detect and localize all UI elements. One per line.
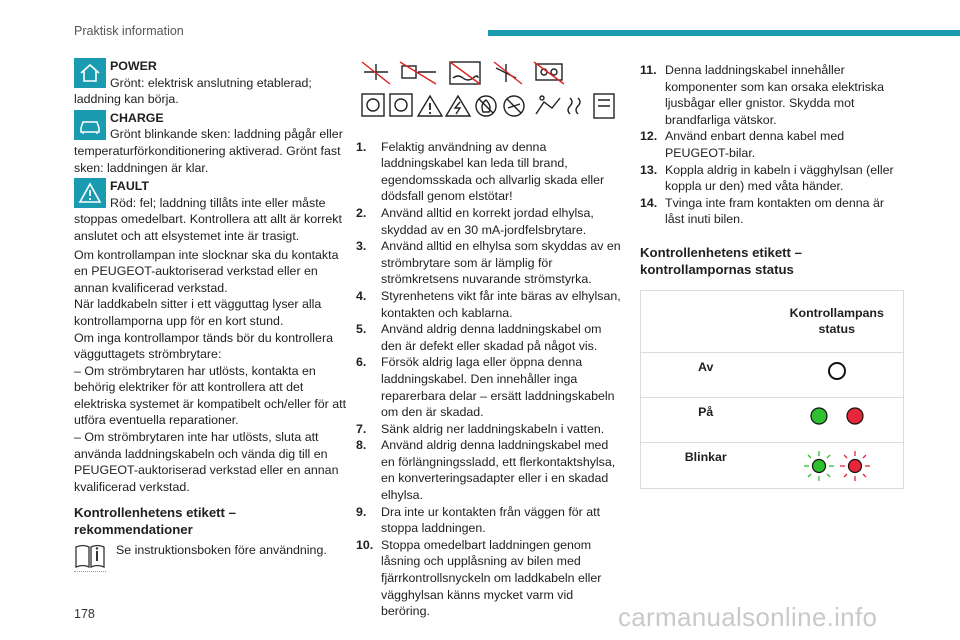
list-item: 3. Använd alltid en elhylsa som skyddas av en strömbrytare som är lämplig för strömkretsens nuvarande strömstyrka.	[356, 239, 621, 287]
lamp-on-icons	[797, 404, 877, 428]
list-item: 12. Använd enbart denna kabel med PEUGEOT-bilar.	[640, 129, 845, 160]
socket-a-icon	[362, 94, 384, 116]
warning-triangle-icon	[74, 178, 106, 208]
table-header-row	[641, 290, 904, 352]
list-item: 1. Felaktig användning av denna laddningskabel kan leda till brand, egendomsskada och allvarlig skada eller dödsfall genom elstötar!	[356, 139, 605, 204]
manual-note-row	[74, 542, 346, 572]
list-item: 8. Använd aldrig denna laddningskabel med en förlängningssladd, ett flerkontaktshylsa, en konverteringsadapter eller i en skadad elhylsa.	[356, 438, 616, 503]
electric-hazard-icon	[446, 96, 470, 116]
watermark: carmanualsonline.info	[618, 602, 878, 632]
read-manual-icon	[594, 94, 614, 118]
no-extension-cord-icon	[362, 62, 390, 84]
list-item: 11. Denna laddningskabel innehåller komponenter som kan orsaka elektriska ljusbågar eller gnistor. Skydda mot brandfarliga vätskor.	[640, 63, 885, 127]
paragraph-plugged: När laddkabeln sitter i ett vägguttag lyser alla kontrollamporna upp för en kort stund.	[74, 297, 322, 328]
section-title-lamp-status: Kontrollenhetens etikett – kontrollampornas status	[640, 244, 802, 277]
charge-block	[74, 110, 346, 176]
row-label-off: Av	[641, 352, 771, 397]
paragraph-no-lamps: Om inga kontrollampor tänds bör du kontrollera vägguttagets strömbrytare:	[74, 330, 333, 362]
power-block	[74, 58, 346, 108]
power-text: Grönt: elektrisk anslutning etablerad; laddning kan börja.	[74, 75, 312, 107]
paragraph-not-tripped: – Om strömbrytaren inte har utlösts, sluta att använda laddningskabeln och vända dig till en PEUGEOT-auktoriserad verkstad eller en annan kvalificerad verkstad.	[74, 430, 339, 494]
fault-label: FAULT	[110, 179, 149, 194]
list-item: 9. Dra inte ur kontakten från väggen för att stoppa laddningen.	[356, 504, 601, 536]
page-number: 178	[74, 607, 95, 621]
fault-block	[74, 178, 346, 244]
list-item: 4. Styrenhetens vikt får inte bäras av elhylsan, kontakten och kablarna.	[356, 288, 621, 320]
no-touch-icon	[504, 96, 524, 116]
running-header: Praktisk information	[74, 24, 184, 38]
no-wet-hands-icon	[536, 96, 560, 114]
manual-book-icon	[74, 542, 106, 572]
list-item: 2. Använd alltid en korrekt jordad elhylsa, skyddad av en 30 mA-jordfelsbrytare.	[356, 205, 594, 237]
home-icon	[74, 58, 106, 88]
right-numbered-list	[640, 62, 904, 228]
list-item: 10. Stoppa omedelbart laddningen genom låsning och upplåsning av bilen med fjärrkontrollsnyckeln om laddkabeln eller vägghylsan känns mycket varm vid beröring.	[356, 537, 602, 619]
lamp-status-table	[640, 290, 904, 489]
middle-column	[356, 58, 624, 620]
table-row	[641, 442, 904, 488]
no-pull-cord-icon	[494, 62, 522, 84]
fault-text: Röd: fel; laddning tillåts inte eller måste stoppas omedelbart. Kontrollera att allt är korrekt anslutet och att elsystemet inte är trasigt.	[74, 195, 342, 243]
no-fire-icon	[476, 96, 496, 116]
charge-text: Grönt blinkande sken: laddning pågår eller temperaturförkonditionering aktiverad. Grönt fast sken: laddningen är klar.	[74, 127, 343, 175]
middle-numbered-list	[356, 139, 624, 620]
list-item: 7. Sänk aldrig ner laddningskabeln i vatten.	[356, 421, 605, 436]
power-label: POWER	[110, 59, 157, 73]
paragraph-contact: Om kontrollampan inte slocknar ska du kontakta en PEUGEOT-auktoriserad verkstad eller en annan kvalificerad verkstad.	[74, 247, 339, 295]
list-item: 14. Tvinga inte fram kontakten om denna är låst inuti bilen.	[640, 195, 885, 227]
section-title-recommendations: Kontrollenhetens etikett – rekommendationer	[74, 505, 236, 538]
lamp-off-icon	[825, 359, 849, 383]
car-icon	[74, 110, 106, 140]
left-column	[74, 58, 346, 572]
caution-icon	[418, 96, 442, 116]
manual-note-text: Se instruktionsboken före användning.	[116, 543, 327, 558]
no-multi-plug-icon	[400, 62, 436, 84]
row-label-blinking: Blinkar	[641, 442, 771, 488]
list-item: 13. Koppla aldrig in kabeln i vägghylsan (eller koppla ur den) med våta händer.	[640, 162, 894, 194]
table-row	[641, 352, 904, 397]
table-header-status: Kontrollampans status	[771, 290, 904, 352]
row-label-on: På	[641, 397, 771, 442]
paragraph-tripped: – Om strömbrytaren har utlösts, kontakta en behörig elektriker för att kontrollera att det elektriska systemet är kompatibelt och/eller för att utföra eventuella reparationer.	[74, 363, 347, 428]
no-water-icon	[450, 62, 480, 84]
charge-label: CHARGE	[110, 110, 164, 125]
list-item: 5. Använd aldrig denna laddningskabel om den är defekt eller skadad på något vis.	[356, 322, 602, 353]
table-row	[641, 397, 904, 442]
header-accent-bar	[488, 30, 960, 36]
socket-b-icon	[390, 94, 412, 116]
no-adapter-icon	[534, 62, 564, 84]
lamp-blinking-icons	[797, 449, 877, 483]
right-column	[640, 62, 904, 489]
safety-pictograms	[356, 58, 618, 122]
heat-icon	[568, 98, 580, 114]
list-item: 6. Försök aldrig laga eller öppna denna laddningskabel. Den innehåller inga reparerbara delar – ersätt laddningskabeln om den är skadad.	[356, 355, 615, 420]
